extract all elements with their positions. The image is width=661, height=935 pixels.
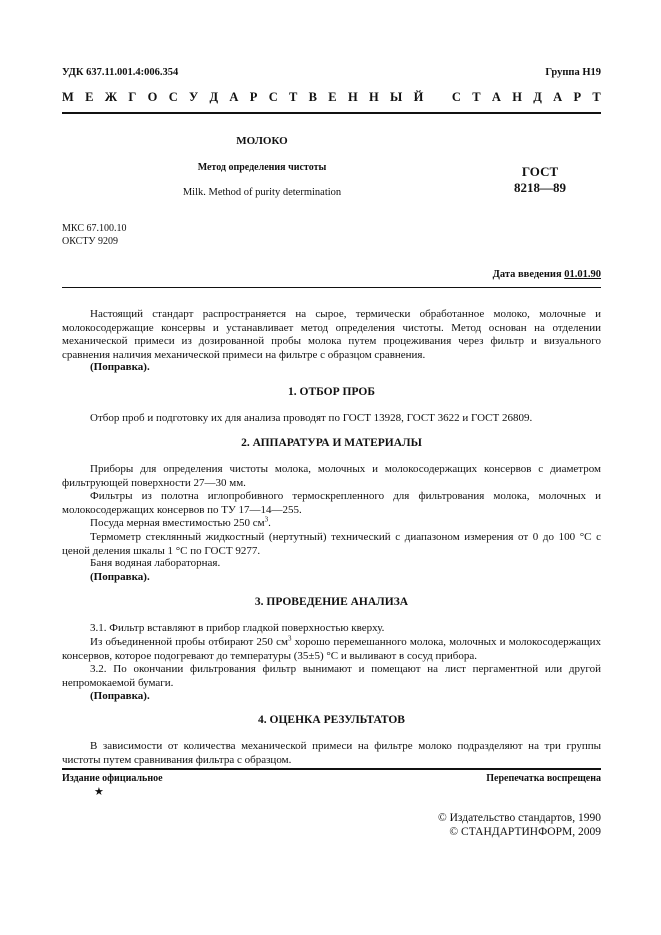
banner-letter: Д bbox=[533, 90, 542, 104]
banner-letter: Т bbox=[289, 90, 298, 104]
banner-letter: Р bbox=[249, 90, 258, 104]
document-title: МОЛОКО bbox=[236, 135, 288, 147]
section-2-paragraph-1: Приборы для определения чистоты молока, молочных и молокосодержащих консервов с диаметром фильтрующей поверхности 27—30 мм. bbox=[62, 463, 601, 489]
introduction-date bbox=[493, 269, 601, 280]
section-2-amendment: (Поправка). bbox=[90, 571, 150, 583]
banner-letter: Н bbox=[512, 90, 522, 104]
banner-letter: С bbox=[268, 90, 278, 104]
group-code: Группа Н19 bbox=[545, 67, 601, 78]
banner-letter: Й bbox=[413, 90, 424, 104]
banner-letter: А bbox=[553, 90, 563, 104]
banner-letter: Е bbox=[328, 90, 337, 104]
footer-rule bbox=[62, 768, 601, 770]
section-2-paragraph-3: Посуда мерная вместимостью 250 $см^3$. bbox=[90, 515, 271, 529]
section-3-paragraph-2: Из объединенной пробы отбирают 250 $см^3$ хорошо перемешанного молока, молочных и молокосодержащих консервов, которое подогревают до температуры (35±5) °С и выливают в сосуд прибора. bbox=[62, 634, 601, 662]
banner-letter: Е bbox=[85, 90, 94, 104]
date-rule bbox=[62, 287, 601, 288]
intro-paragraph: Настоящий стандарт распространяется на сырое, термически обработанное молоко, молочные и молокосодержащие консервы и устанавливает метод определения чистоты. Метод основан на отделении механической примеси из дозированной пробы молока путем процеживания через фильтр и визуального сравнения наличия механической примеси на фильтре с образцом сравнения. bbox=[62, 308, 601, 361]
banner-letter: Ж bbox=[104, 90, 118, 104]
banner-letter: Т bbox=[592, 90, 601, 104]
banner-letter: О bbox=[147, 90, 158, 104]
section-3-heading: 3. ПРОВЕДЕНИЕ АНАЛИЗА bbox=[254, 596, 409, 608]
gost-number: 8218—89 bbox=[514, 180, 566, 195]
document-subtitle: Метод определения чистоты bbox=[197, 162, 327, 173]
section-2-paragraph-5: Баня водяная лабораторная. bbox=[90, 557, 221, 569]
banner-letter: А bbox=[229, 90, 239, 104]
section-1-paragraph: Отбор проб и подготовку их для анализа проводят по ГОСТ 13928, ГОСТ 3622 и ГОСТ 26809. bbox=[90, 412, 533, 424]
official-edition: Издание официальное bbox=[62, 773, 163, 784]
banner-letter: Р bbox=[573, 90, 582, 104]
interstate-standard-banner bbox=[62, 90, 601, 105]
banner-letter: Н bbox=[347, 90, 358, 104]
section-2-paragraph-2: Фильтры из полотна иглопробивного термоскрепленного для фильтрования молока, молочных и молокосодержащих консервов по ТУ 17—14—255. bbox=[62, 490, 601, 516]
banner-letter: Ы bbox=[390, 90, 403, 104]
banner-letter: У bbox=[189, 90, 199, 104]
date-value: 01.01.90 bbox=[564, 269, 601, 280]
date-label: Дата введения bbox=[492, 269, 562, 280]
okstu-code: ОКСТУ 9209 bbox=[62, 236, 119, 247]
copyright-publisher: © Издательство стандартов, 1990 bbox=[437, 812, 601, 824]
banner-letter: С bbox=[451, 90, 461, 104]
section-2-paragraph-4: Термометр стеклянный жидкостный (нертутный) технический с диапазоном измерения от 0 до 100 °С с ценой деления шкалы 1 °С по ГОСТ 9277. bbox=[62, 531, 601, 557]
star-icon: ★ bbox=[94, 786, 104, 798]
reprint-prohibited: Перепечатка воспрещена bbox=[486, 773, 601, 784]
copyright-standartinform: © СТАНДАРТИНФОРМ, 2009 bbox=[449, 826, 601, 838]
banner-letter: А bbox=[491, 90, 501, 104]
gost-label: ГОСТ bbox=[521, 164, 559, 179]
banner-letter: С bbox=[168, 90, 178, 104]
section-4-paragraph: В зависимости от количества механической примеси на фильтре молоко подразделяют на три группы чистоты путем сравнивания фильтра с образцом. bbox=[62, 740, 601, 766]
english-title: Milk. Method of purity determination bbox=[182, 187, 342, 198]
header-rule bbox=[62, 112, 601, 114]
banner-letter: М bbox=[62, 90, 74, 104]
section-3-paragraph-3: 3.2. По окончании фильтрования фильтр вынимают и помещают на лист пергаментной или другой непромокаемой бумаги. bbox=[62, 663, 601, 689]
banner-letter: Т bbox=[472, 90, 481, 104]
section-1-heading: 1. ОТБОР ПРОБ bbox=[288, 386, 375, 398]
banner-letter: В bbox=[308, 90, 317, 104]
mks-code: МКС 67.100.10 bbox=[62, 223, 127, 234]
banner-letter bbox=[435, 90, 441, 105]
banner-letter: Д bbox=[209, 90, 219, 104]
intro-amendment: (Поправка). bbox=[90, 361, 150, 373]
section-3-paragraph-1: 3.1. Фильтр вставляют в прибор гладкой поверхностью кверху. bbox=[90, 622, 385, 634]
section-2-heading: 2. АППАРАТУРА И МАТЕРИАЛЫ bbox=[241, 437, 422, 449]
section-3-amendment: (Поправка). bbox=[90, 690, 150, 702]
banner-letter: Н bbox=[368, 90, 379, 104]
banner-letter: Г bbox=[128, 90, 137, 104]
section-4-heading: 4. ОЦЕНКА РЕЗУЛЬТАТОВ bbox=[258, 714, 405, 726]
udk-code: УДК 637.11.001.4:006.354 bbox=[62, 67, 179, 78]
